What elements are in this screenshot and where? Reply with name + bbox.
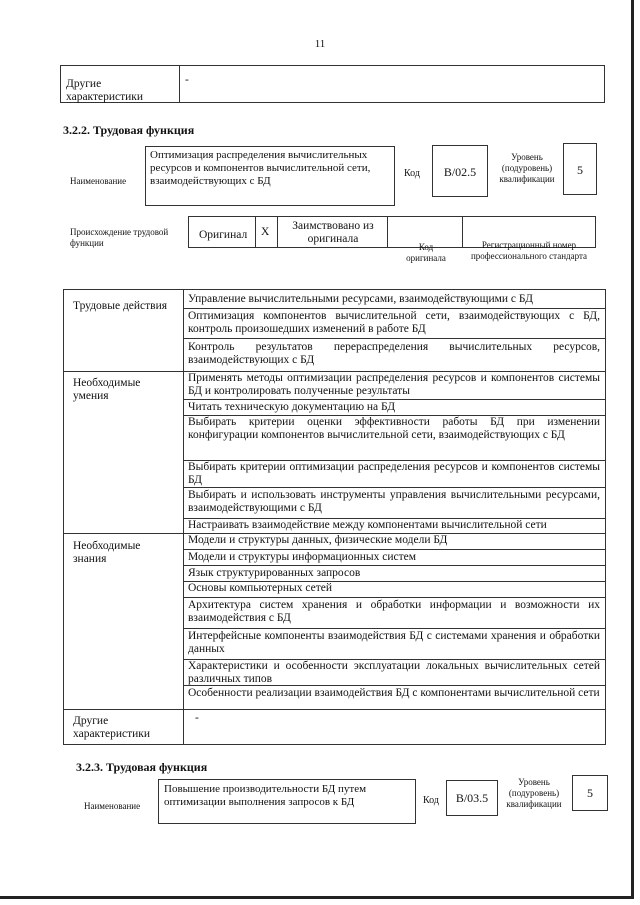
knowledge-label: Необходимые знания bbox=[73, 540, 141, 565]
code-label-323: Код bbox=[423, 795, 439, 806]
knowledge-item: Особенности реализации взаимодействия БД с компонентами вычислительной сети bbox=[188, 687, 600, 699]
level-label-323: Уровень (подуровень) квалификации bbox=[506, 777, 562, 809]
actions-label: Трудовые действия bbox=[73, 300, 168, 312]
other-value: - bbox=[195, 712, 199, 724]
action-item: Контроль результатов перераспределения вычислительных ресурсов, взаимодействующих с БД bbox=[188, 341, 600, 366]
action-item: Управление вычислительными ресурсами, взаимодействующими с БД bbox=[188, 293, 533, 305]
origin-label: Происхождение трудовой функции bbox=[70, 227, 169, 248]
origin-mark: X bbox=[261, 226, 270, 238]
main-table bbox=[63, 289, 606, 745]
section-heading-323: 3.2.3. Трудовая функция bbox=[76, 760, 208, 774]
knowledge-item: Архитектура систем хранения и обработки информации и возможности их взаимодействия с БД bbox=[188, 599, 600, 624]
knowledge-item: Интерфейсные компоненты взаимодействия БД с системами хранения и обработки данных bbox=[188, 630, 600, 655]
skills-label: Необходимые умения bbox=[73, 377, 141, 402]
skill-item: Настраивать взаимодействие между компонентами вычислительной сети bbox=[188, 519, 547, 531]
level-value-323: 5 bbox=[572, 775, 608, 811]
name-label-322: Наименование bbox=[70, 176, 127, 186]
knowledge-item: Модели и структуры информационных систем bbox=[188, 551, 417, 563]
section-heading-322: 3.2.2. Трудовая функция bbox=[63, 123, 195, 137]
origin-code-caption: Код оригинала bbox=[406, 242, 446, 263]
code-value-322: B/02.5 bbox=[432, 145, 488, 197]
skill-item: Выбирать критерии оценки эффективности работы БД при изменении конфигурации компонентов вычислительной сети, взаимодействующих с БД bbox=[188, 416, 600, 441]
name-value-322: Оптимизация распределения вычислительных ресурсов и компонентов вычислительной сети, взаимодействующих с БД bbox=[145, 146, 395, 206]
action-item: Оптимизация компонентов вычислительной сети, взаимодействующих с БД, контроль произошедших изменений в работе БД bbox=[188, 310, 600, 335]
name-label-323: Наименование bbox=[84, 801, 141, 811]
level-label-322: Уровень (подуровень) квалификации bbox=[499, 152, 555, 184]
origin-reg-caption: Регистрационный номер профессионального стандарта bbox=[470, 240, 588, 261]
origin-original: Оригинал bbox=[199, 229, 248, 241]
code-label-322: Код bbox=[404, 168, 420, 179]
skill-item: Применять методы оптимизации распределения ресурсов и компонентов системы БД и контролировать полученные результаты bbox=[188, 372, 600, 397]
knowledge-item: Модели и структуры данных, физические модели БД bbox=[188, 534, 448, 546]
knowledge-item: Язык структурированных запросов bbox=[188, 567, 361, 579]
origin-borrowed: Заимствовано из оригинала bbox=[292, 220, 374, 245]
level-value-322: 5 bbox=[563, 143, 597, 195]
top-other-table bbox=[60, 65, 605, 103]
other-label: Другие характеристики bbox=[73, 715, 151, 740]
top-other-value: - bbox=[185, 74, 189, 86]
page-number: 11 bbox=[314, 38, 326, 50]
knowledge-item: Характеристики и особенности эксплуатации локальных вычислительных сетей различных типов bbox=[188, 660, 600, 685]
name-value-323: Повышение производительности БД путем оптимизации выполнения запросов к БД bbox=[158, 779, 416, 824]
knowledge-item: Основы компьютерных сетей bbox=[188, 582, 333, 594]
code-value-323: B/03.5 bbox=[446, 780, 498, 816]
skill-item: Выбирать и использовать инструменты управления вычислительными ресурсами, взаимодействующими с БД bbox=[188, 489, 600, 514]
skill-item: Выбирать критерии оптимизации распределения ресурсов и компонентов системы БД bbox=[188, 461, 600, 486]
skill-item: Читать техническую документацию на БД bbox=[188, 401, 396, 413]
top-other-label: Другие характеристики bbox=[66, 78, 144, 103]
